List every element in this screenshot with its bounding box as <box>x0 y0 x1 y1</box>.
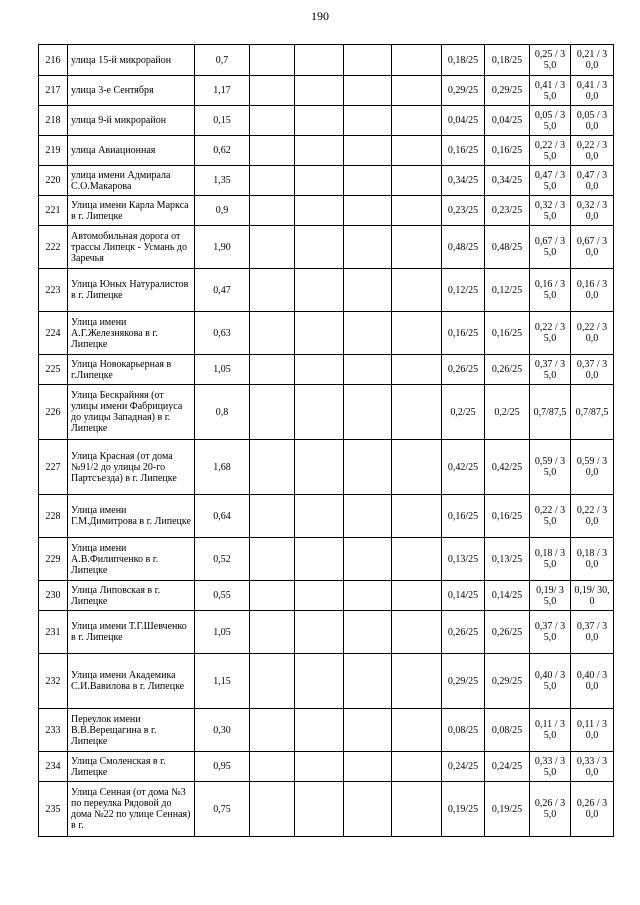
load-value-4: 0,26 / 30,0 <box>571 782 614 837</box>
road-name: Улица имени Г.М.Димитрова в г. Липецке <box>68 495 195 538</box>
empty-cell <box>250 312 295 355</box>
load-value-1: 0,34/25 <box>442 166 485 196</box>
load-value-2: 0,19/25 <box>485 782 530 837</box>
road-length: 1,17 <box>195 76 250 106</box>
row-number: 232 <box>39 654 68 709</box>
road-length: 0,75 <box>195 782 250 837</box>
load-value-2: 0,48/25 <box>485 226 530 269</box>
road-length: 1,90 <box>195 226 250 269</box>
table-row <box>39 752 614 782</box>
load-value-1: 0,48/25 <box>442 226 485 269</box>
road-length: 1,05 <box>195 611 250 654</box>
empty-cell <box>392 440 442 495</box>
road-length: 0,15 <box>195 106 250 136</box>
load-value-4: 0,22 / 30,0 <box>571 495 614 538</box>
road-length: 1,35 <box>195 166 250 196</box>
road-length: 0,63 <box>195 312 250 355</box>
empty-cell <box>344 226 392 269</box>
empty-cell <box>250 45 295 76</box>
empty-cell <box>250 581 295 611</box>
empty-cell <box>295 45 344 76</box>
load-value-1: 0,14/25 <box>442 581 485 611</box>
load-value-2: 0,13/25 <box>485 538 530 581</box>
empty-cell <box>344 385 392 440</box>
table-row <box>39 166 614 196</box>
load-value-3: 0,67 / 35,0 <box>530 226 571 269</box>
row-number: 229 <box>39 538 68 581</box>
empty-cell <box>295 106 344 136</box>
load-value-1: 0,23/25 <box>442 196 485 226</box>
load-value-1: 0,42/25 <box>442 440 485 495</box>
load-value-2: 0,34/25 <box>485 166 530 196</box>
load-value-4: 0,32 / 30,0 <box>571 196 614 226</box>
load-value-1: 0,16/25 <box>442 312 485 355</box>
table-row <box>39 106 614 136</box>
load-value-3: 0,22 / 35,0 <box>530 495 571 538</box>
page-number: 190 <box>311 9 329 23</box>
empty-cell <box>392 385 442 440</box>
road-name: улица Авиационная <box>68 136 195 166</box>
road-name: Улица Сенная (от дома №3 по переулка Рядовой до дома №22 по улице Сенная) в г. <box>68 782 195 837</box>
load-value-4: 0,40 / 30,0 <box>571 654 614 709</box>
table-row <box>39 196 614 226</box>
empty-cell <box>344 166 392 196</box>
table-row <box>39 538 614 581</box>
empty-cell <box>250 440 295 495</box>
load-value-2: 0,29/25 <box>485 76 530 106</box>
load-value-3: 0,16 / 35,0 <box>530 269 571 312</box>
road-name: Улица имени Карла Маркса в г. Липецке <box>68 196 195 226</box>
load-value-1: 0,19/25 <box>442 782 485 837</box>
load-value-4: 0,22 / 30,0 <box>571 312 614 355</box>
row-number: 218 <box>39 106 68 136</box>
empty-cell <box>392 269 442 312</box>
road-name: Улица Юных Натуралистов в г. Липецке <box>68 269 195 312</box>
empty-cell <box>295 269 344 312</box>
row-number: 228 <box>39 495 68 538</box>
road-length: 1,05 <box>195 355 250 385</box>
load-value-1: 0,2/25 <box>442 385 485 440</box>
empty-cell <box>250 654 295 709</box>
empty-cell <box>250 611 295 654</box>
road-length: 0,64 <box>195 495 250 538</box>
empty-cell <box>295 355 344 385</box>
empty-cell <box>250 752 295 782</box>
load-value-2: 0,23/25 <box>485 196 530 226</box>
load-value-4: 0,37 / 30,0 <box>571 355 614 385</box>
load-value-2: 0,42/25 <box>485 440 530 495</box>
table-row <box>39 782 614 837</box>
load-value-3: 0,05 / 35,0 <box>530 106 571 136</box>
load-value-1: 0,18/25 <box>442 45 485 76</box>
row-number: 231 <box>39 611 68 654</box>
empty-cell <box>392 495 442 538</box>
empty-cell <box>344 355 392 385</box>
empty-cell <box>250 106 295 136</box>
road-name: Автомобильная дорога от трассы Липецк - Усмань до Заречья <box>68 226 195 269</box>
empty-cell <box>392 76 442 106</box>
road-length: 0,52 <box>195 538 250 581</box>
row-number: 223 <box>39 269 68 312</box>
empty-cell <box>392 45 442 76</box>
empty-cell <box>295 654 344 709</box>
empty-cell <box>295 76 344 106</box>
road-name: улица 3-е Сентября <box>68 76 195 106</box>
road-length: 0,95 <box>195 752 250 782</box>
empty-cell <box>295 312 344 355</box>
road-length: 0,55 <box>195 581 250 611</box>
load-value-4: 0,11 / 30,0 <box>571 709 614 752</box>
load-value-1: 0,29/25 <box>442 654 485 709</box>
table-row <box>39 355 614 385</box>
load-value-1: 0,29/25 <box>442 76 485 106</box>
empty-cell <box>392 782 442 837</box>
road-name: улица имени Адмирала С.О.Макарова <box>68 166 195 196</box>
load-value-1: 0,12/25 <box>442 269 485 312</box>
load-value-3: 0,11 / 35,0 <box>530 709 571 752</box>
empty-cell <box>295 385 344 440</box>
empty-cell <box>295 611 344 654</box>
load-value-4: 0,33 / 30,0 <box>571 752 614 782</box>
load-value-2: 0,29/25 <box>485 654 530 709</box>
table-row <box>39 312 614 355</box>
load-value-1: 0,16/25 <box>442 495 485 538</box>
load-value-1: 0,13/25 <box>442 538 485 581</box>
road-length: 0,7 <box>195 45 250 76</box>
load-value-3: 0,7/87,5 <box>530 385 571 440</box>
empty-cell <box>344 654 392 709</box>
empty-cell <box>295 752 344 782</box>
road-length: 0,62 <box>195 136 250 166</box>
load-value-4: 0,21 / 30,0 <box>571 45 614 76</box>
table-row <box>39 654 614 709</box>
empty-cell <box>250 226 295 269</box>
load-value-4: 0,18 / 30,0 <box>571 538 614 581</box>
empty-cell <box>250 355 295 385</box>
load-value-1: 0,08/25 <box>442 709 485 752</box>
table-row <box>39 269 614 312</box>
table-row <box>39 611 614 654</box>
row-number: 227 <box>39 440 68 495</box>
load-value-2: 0,04/25 <box>485 106 530 136</box>
load-value-4: 0,7/87,5 <box>571 385 614 440</box>
empty-cell <box>344 312 392 355</box>
load-value-1: 0,24/25 <box>442 752 485 782</box>
empty-cell <box>295 136 344 166</box>
road-name: Улица Новокарьерная в г.Липецке <box>68 355 195 385</box>
road-name: улица 15-й микрорайон <box>68 45 195 76</box>
empty-cell <box>392 752 442 782</box>
empty-cell <box>344 611 392 654</box>
row-number: 222 <box>39 226 68 269</box>
empty-cell <box>250 166 295 196</box>
empty-cell <box>295 709 344 752</box>
load-value-3: 0,47 / 35,0 <box>530 166 571 196</box>
table-row <box>39 385 614 440</box>
load-value-4: 0,05 / 30,0 <box>571 106 614 136</box>
empty-cell <box>344 709 392 752</box>
empty-cell <box>295 581 344 611</box>
empty-cell <box>250 709 295 752</box>
empty-cell <box>295 166 344 196</box>
empty-cell <box>344 782 392 837</box>
road-length: 0,47 <box>195 269 250 312</box>
row-number: 219 <box>39 136 68 166</box>
load-value-2: 0,16/25 <box>485 136 530 166</box>
empty-cell <box>295 196 344 226</box>
load-value-2: 0,16/25 <box>485 495 530 538</box>
load-value-1: 0,26/25 <box>442 611 485 654</box>
row-number: 234 <box>39 752 68 782</box>
empty-cell <box>295 495 344 538</box>
road-name: Улица имени Т.Г.Шевченко в г. Липецке <box>68 611 195 654</box>
empty-cell <box>295 226 344 269</box>
empty-cell <box>344 495 392 538</box>
load-value-3: 0,41 / 35,0 <box>530 76 571 106</box>
empty-cell <box>344 752 392 782</box>
empty-cell <box>344 76 392 106</box>
empty-cell <box>392 581 442 611</box>
load-value-2: 0,08/25 <box>485 709 530 752</box>
road-length: 0,9 <box>195 196 250 226</box>
table-row <box>39 136 614 166</box>
road-length: 0,8 <box>195 385 250 440</box>
road-name: Улица имени Академика С.И.Вавилова в г. Липецке <box>68 654 195 709</box>
load-value-2: 0,18/25 <box>485 45 530 76</box>
empty-cell <box>250 196 295 226</box>
load-value-2: 0,12/25 <box>485 269 530 312</box>
row-number: 235 <box>39 782 68 837</box>
empty-cell <box>392 709 442 752</box>
empty-cell <box>250 538 295 581</box>
load-value-4: 0,47 / 30,0 <box>571 166 614 196</box>
empty-cell <box>392 196 442 226</box>
table-row <box>39 581 614 611</box>
load-value-4: 0,67 / 30,0 <box>571 226 614 269</box>
row-number: 216 <box>39 45 68 76</box>
empty-cell <box>344 581 392 611</box>
row-number: 225 <box>39 355 68 385</box>
row-number: 221 <box>39 196 68 226</box>
load-value-3: 0,37 / 35,0 <box>530 611 571 654</box>
empty-cell <box>250 136 295 166</box>
load-value-4: 0,22 / 30,0 <box>571 136 614 166</box>
load-value-3: 0,40 / 35,0 <box>530 654 571 709</box>
load-value-3: 0,33 / 35,0 <box>530 752 571 782</box>
row-number: 224 <box>39 312 68 355</box>
empty-cell <box>344 136 392 166</box>
row-number: 230 <box>39 581 68 611</box>
empty-cell <box>250 269 295 312</box>
load-value-4: 0,19/ 30,0 <box>571 581 614 611</box>
empty-cell <box>344 45 392 76</box>
empty-cell <box>392 654 442 709</box>
empty-cell <box>250 385 295 440</box>
road-name: Переулок имени В.В.Верещагина в г. Липецке <box>68 709 195 752</box>
empty-cell <box>392 106 442 136</box>
road-name: Улица Смоленская в г. Липецке <box>68 752 195 782</box>
empty-cell <box>295 538 344 581</box>
load-value-2: 0,16/25 <box>485 312 530 355</box>
row-number: 233 <box>39 709 68 752</box>
load-value-4: 0,59 / 30,0 <box>571 440 614 495</box>
empty-cell <box>344 196 392 226</box>
road-length: 1,15 <box>195 654 250 709</box>
empty-cell <box>295 440 344 495</box>
row-number: 220 <box>39 166 68 196</box>
load-value-2: 0,14/25 <box>485 581 530 611</box>
road-name: улица 9-й микрорайон <box>68 106 195 136</box>
road-name: Улица Липовская в г. Липецке <box>68 581 195 611</box>
load-value-2: 0,24/25 <box>485 752 530 782</box>
row-number: 217 <box>39 76 68 106</box>
empty-cell <box>344 538 392 581</box>
empty-cell <box>344 269 392 312</box>
load-value-3: 0,22 / 35,0 <box>530 136 571 166</box>
table-row <box>39 440 614 495</box>
load-value-4: 0,37 / 30,0 <box>571 611 614 654</box>
load-value-2: 0,26/25 <box>485 611 530 654</box>
load-value-1: 0,26/25 <box>442 355 485 385</box>
empty-cell <box>250 495 295 538</box>
road-name: Улица Бескрайняя (от улицы имени Фабрициуса до улицы Западная) в г. Липецке <box>68 385 195 440</box>
empty-cell <box>392 312 442 355</box>
row-number: 226 <box>39 385 68 440</box>
load-value-4: 0,16 / 30,0 <box>571 269 614 312</box>
empty-cell <box>295 782 344 837</box>
empty-cell <box>250 76 295 106</box>
table-row <box>39 709 614 752</box>
roads-table <box>38 44 614 837</box>
load-value-4: 0,41 / 30,0 <box>571 76 614 106</box>
load-value-3: 0,26 / 35,0 <box>530 782 571 837</box>
load-value-2: 0,26/25 <box>485 355 530 385</box>
empty-cell <box>392 226 442 269</box>
empty-cell <box>250 782 295 837</box>
load-value-3: 0,22 / 35,0 <box>530 312 571 355</box>
load-value-3: 0,18 / 35,0 <box>530 538 571 581</box>
empty-cell <box>344 106 392 136</box>
load-value-3: 0,59 / 35,0 <box>530 440 571 495</box>
empty-cell <box>392 136 442 166</box>
load-value-3: 0,37 / 35,0 <box>530 355 571 385</box>
table-row <box>39 45 614 76</box>
empty-cell <box>392 611 442 654</box>
load-value-3: 0,25 / 35,0 <box>530 45 571 76</box>
empty-cell <box>344 440 392 495</box>
load-value-3: 0,32 / 35,0 <box>530 196 571 226</box>
road-length: 1,68 <box>195 440 250 495</box>
load-value-2: 0,2/25 <box>485 385 530 440</box>
empty-cell <box>392 538 442 581</box>
load-value-1: 0,04/25 <box>442 106 485 136</box>
load-value-1: 0,16/25 <box>442 136 485 166</box>
road-name: Улица имени А.В.Филипченко в г. Липецке <box>68 538 195 581</box>
road-name: Улица имени А.Г.Железнякова в г. Липецке <box>68 312 195 355</box>
empty-cell <box>392 166 442 196</box>
load-value-3: 0,19/ 35,0 <box>530 581 571 611</box>
road-length: 0,30 <box>195 709 250 752</box>
table-row <box>39 76 614 106</box>
empty-cell <box>392 355 442 385</box>
road-name: Улица Красная (от дома №91/2 до улицы 20-го Партсъезда) в г. Липецке <box>68 440 195 495</box>
table-row <box>39 226 614 269</box>
table-row <box>39 495 614 538</box>
